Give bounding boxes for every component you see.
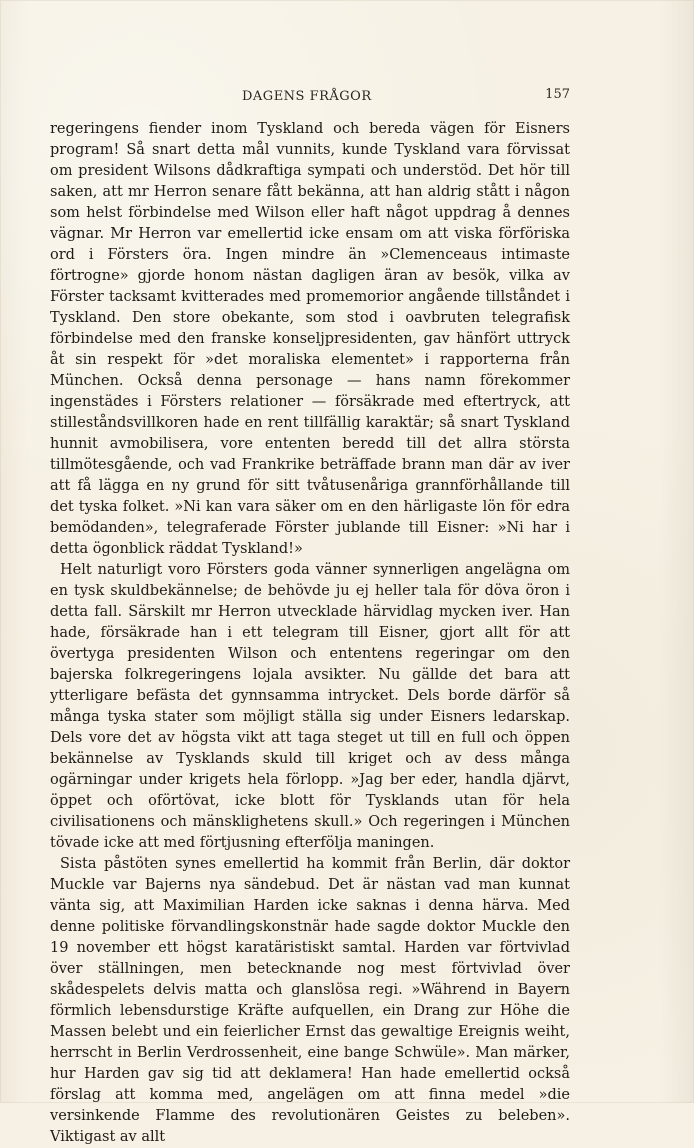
running-head: DAGENS FRÅGOR [242, 89, 372, 104]
page-header [50, 89, 570, 109]
paragraph-3: Sista påstöten synes emellertid ha kommit från Berlin, där doktor Muckle var Bajerns nya sändebud. Det är nästan vad man kunnat vänta sig, att Maximilian Harden icke saknas i denna härva. Med denne politiske förvandlingskonstnär hade sagde doktor Muckle den 19 november ett högst karatäristiskt samtal. Harden var förtvivlad över ställningen, men betecknande nog mest förtvivlad över skådespelets delvis matta och glanslösa regi. »Während in Bayern förmlich lebensdurstige Kräfte aufquellen, ein Drang zur Höhe die Massen belebt und ein feierlicher Ernst das gewaltige Ereignis weiht, herrscht in Berlin Verdrossenheit, eine bange Schwüle». Man märker, hur Harden gav sig tid att deklamera! Han hade emellertid också förslag att komma med, angelägen om att finna medel »die versinkende Flamme des revolutionären Geistes zu beleben». Viktigast av allt [50, 856, 570, 1145]
paragraph-2: Helt naturligt voro Försters goda vänner synnerligen angelägna om en tysk skuldbekännelse; de behövde ju ej heller tala för döva öron i detta fall. Särskilt mr Herron utvecklade härvidlag mycken iver. Han hade, försäkrade han i ett telegram till Eisner, gjort allt för att övertyga presidenten Wilson och ententens regeringar om den bajerska folkregeringens lojala avsikter. Nu gällde det bara att ytterligare befästa det gynnsamma intrycket. Dels borde därför så många tyska stater som möjligt ställa sig under Eisners ledarskap. Dels vore det av högsta vikt att taga steget ut till en full och öppen bekännelse av Tysklands skuld till kriget och av dess många ogärningar under krigets hela förlopp. »Jag ber eder, handla djärvt, öppet och oförtövat, icke blott för Tysklands utan för hela civilisationens och mänsklighetens skull.» Och regeringen i München tövade icke att med förtjusning efterfölja maningen. [50, 562, 570, 851]
main-text-block [50, 119, 570, 1148]
paragraph-1: regeringens fiender inom Tyskland och bereda vägen för Eisners program! Så snart detta mål vunnits, kunde Tyskland vara förvissat om president Wilsons dådkraftiga sympati och understöd. Det hör till saken, att mr Herron senare fått bekänna, att han aldrig stått i någon som helst förbindelse med Wilson eller haft något uppdrag å dennes vägnar. Mr Herron var emellertid icke ensam om att viska förföriska ord i Försters öra. Ingen mindre än »Clemenceaus intimaste förtrogne» gjorde honom nästan dagligen äran av besök, vilka av Förster tacksamt kvitterades med promemorior angående tillståndet i Tyskland. Den store obekante, som stod i oavbruten telegrafisk förbindelse med den franske konseljpresidenten, gav hänfört uttryck åt sin respekt för »det moraliska elementet» i rapporterna från München. Också denna personage — hans namn förekommer ingenstädes i Försters relationer — försäkrade med eftertryck, att stilleståndsvillkoren hade en rent tillfällig karaktär; så snart Tyskland hunnit avmobilisera, vore ententen beredd till det allra största tillmötesgående, och vad Frankrike beträffade brann man där av iver att få lägga en ny grund för sitt tvåtusenåriga grannförhållande till det tyska folket. »Ni kan vara säker om en den härligaste lön för edra bemödanden», telegraferade Förster jublande till Eisner: »Ni har i detta ögonblick räddat Tyskland!» [50, 121, 570, 557]
page-number: 157 [545, 87, 570, 102]
